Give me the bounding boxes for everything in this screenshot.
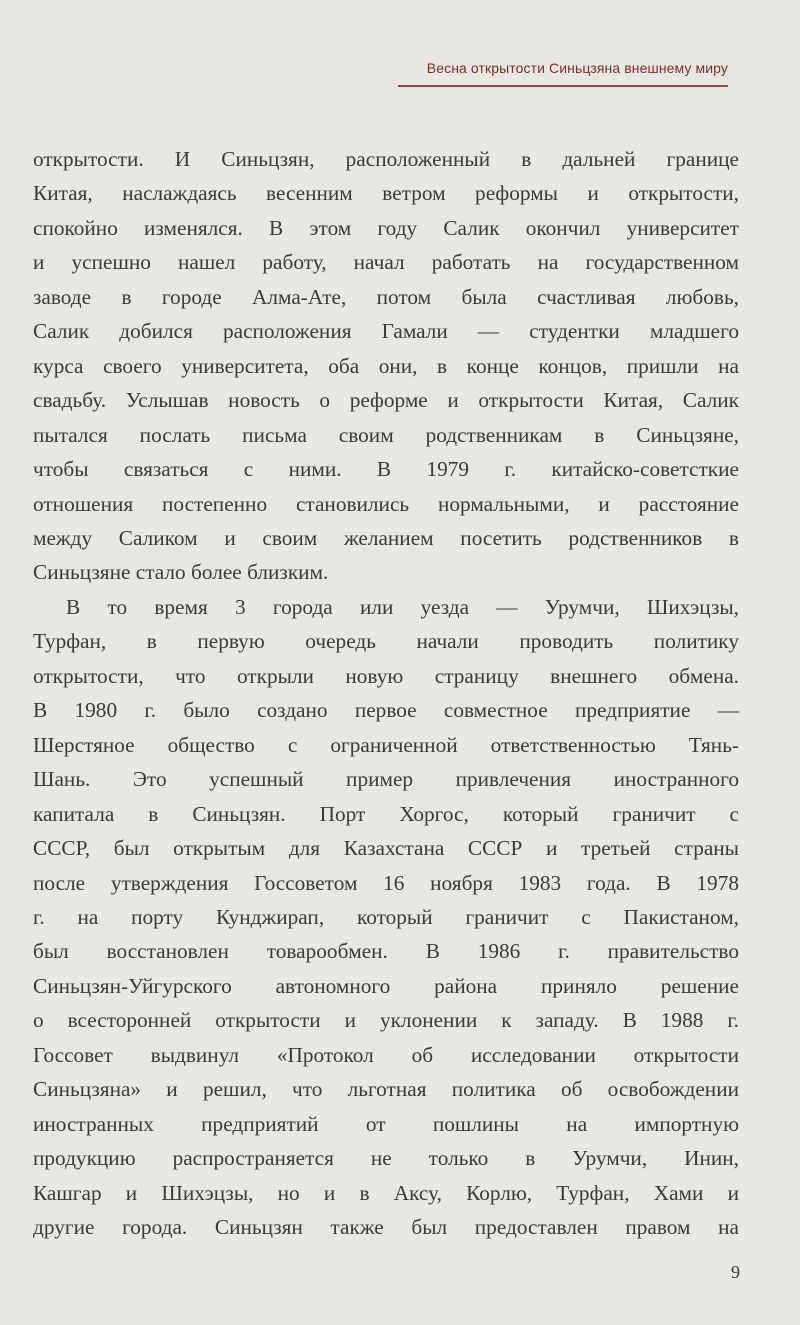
text-line: и успешно нашел работу, начал работать на государственном (33, 250, 739, 275)
text-line: о всесторонней открытости и уклонении к западу. В 1988 г. (33, 1008, 739, 1033)
text-line: Синьцзяна» и решил, что льготная политика об освобождении (33, 1077, 739, 1102)
text-line: после утверждения Госсоветом 16 ноября 1983 года. В 1978 (33, 870, 739, 895)
text-line: Кашгар и Шихэцзы, но и в Аксу, Корлю, Турфан, Хами и (33, 1180, 739, 1205)
text-line: СССР, был открытым для Казахстана СССР и третьей страны (33, 836, 739, 861)
text-line: чтобы связаться с ними. В 1979 г. китайско-советсткие (33, 457, 739, 482)
text-line: Шерстяное общество с ограниченной ответственностью Тянь- (33, 732, 739, 757)
text-line: Китая, наслаждаясь весенним ветром реформы и открытости, (33, 181, 739, 206)
text-line: отношения постепенно становились нормальными, и расстояние (33, 491, 739, 516)
paragraph-1 (33, 142, 739, 590)
text-line: заводе в городе Алма-Ате, потом была счастливая любовь, (33, 284, 739, 309)
text-line: другие города. Синьцзян также был предоставлен правом на (33, 1215, 739, 1240)
header-rule (398, 85, 728, 87)
text-line: свадьбу. Услышав новость о реформе и открытости Китая, Салик (33, 388, 739, 413)
text-line: Салик добился расположения Гамали — студентки младшего (33, 319, 739, 344)
text-line: иностранных предприятий от пошлины на импортную (33, 1111, 739, 1136)
body-text (33, 142, 739, 1245)
text-line: Госсовет выдвинул «Протокол об исследовании открытости (33, 1042, 739, 1067)
text-line: между Саликом и своим желанием посетить родственников в (33, 525, 739, 550)
paragraph-2 (33, 590, 739, 1245)
text-line: капитала в Синьцзян. Порт Хоргос, который граничит с (33, 801, 739, 826)
text-line: В то время 3 города или уезда — Урумчи, Шихэцзы, (66, 594, 739, 619)
text-line: Шань. Это успешный пример привлечения иностранного (33, 767, 739, 792)
text-line: открытости. И Синьцзян, расположенный в дальней границе (33, 147, 739, 171)
text-line: открытости, что открыли новую страницу внешнего обмена. (33, 663, 739, 688)
text-line: Турфан, в первую очередь начали проводить политику (33, 629, 739, 654)
text-line: пытался послать письма своим родственникам в Синьцзяне, (33, 422, 739, 447)
running-header-title: Весна открытости Синьцзяна внешнему миру (426, 60, 728, 76)
text-line: Синьцзян-Уйгурского автономного района приняло решение (33, 973, 739, 998)
text-line: В 1980 г. было создано первое совместное предприятие — (33, 698, 739, 723)
page-number: 9 (731, 1262, 740, 1282)
text-line: г. на порту Кунджирап, который граничит с Пакистаном, (33, 904, 739, 929)
text-line: курса своего университета, оба они, в конце концов, пришли на (33, 353, 739, 378)
text-line: продукцию распространяется не только в Урумчи, Инин, (33, 1146, 739, 1171)
text-line: был восстановлен товарообмен. В 1986 г. правительство (33, 939, 739, 964)
text-line: спокойно изменялся. В этом году Салик окончил университет (33, 215, 739, 240)
running-header (398, 58, 728, 87)
text-line: Синьцзяне стало более близким. (33, 560, 329, 585)
